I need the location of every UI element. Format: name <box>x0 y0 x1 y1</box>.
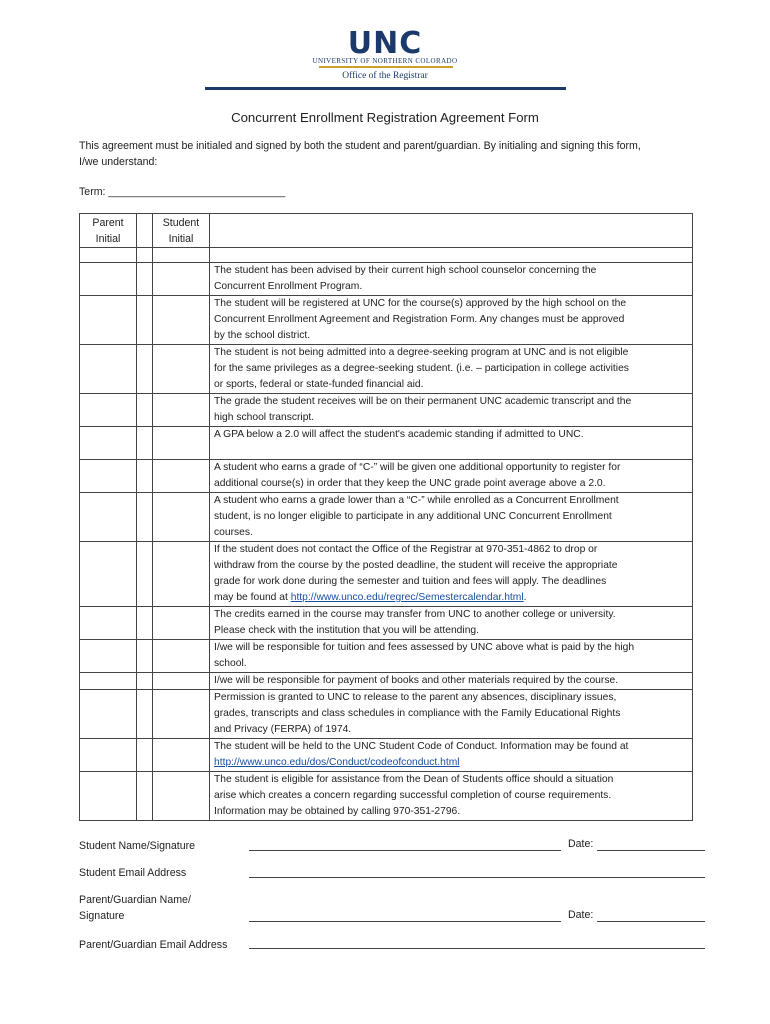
parent-signature-line[interactable] <box>249 921 561 922</box>
spacer-cell <box>137 345 153 394</box>
student-initial-cell[interactable] <box>153 394 210 427</box>
statement-line: Please check with the institution that you will be attending. <box>214 625 480 636</box>
statement-line: and Privacy (FERPA) of 1974. <box>214 724 352 735</box>
statement-line: high school transcript. <box>214 412 315 423</box>
student-initial-cell[interactable] <box>153 690 210 739</box>
student-initial-cell[interactable] <box>153 427 210 460</box>
student-name-label: Student Name/Signature <box>79 840 196 852</box>
statement-line: grades, transcripts and class schedules in compliance with the Family Educational Rights <box>214 708 621 719</box>
agreement-row <box>80 673 693 690</box>
parent-initial-cell[interactable] <box>80 542 137 607</box>
parent-initial-cell[interactable] <box>80 772 137 821</box>
student-signature-line[interactable] <box>249 850 561 851</box>
unc-logo: UNC <box>347 26 423 61</box>
statement-cell <box>210 542 693 607</box>
university-name: UNIVERSITY OF NORTHERN COLORADO <box>312 57 458 65</box>
agreement-row <box>80 263 693 296</box>
statement-cell <box>210 493 693 542</box>
statement-line: Concurrent Enrollment Program. <box>214 281 363 292</box>
agreement-row <box>80 427 693 460</box>
statement-line: for the same privileges as a degree-seeking student. (i.e. – participation in college activities <box>214 363 629 374</box>
spacer-cell <box>137 427 153 460</box>
spacer-header <box>137 214 153 248</box>
student-date-label: Date: <box>568 838 594 850</box>
statement-line: student, is no longer eligible to participate in any additional UNC Concurrent Enrollment <box>214 511 612 522</box>
agreement-row <box>80 296 693 345</box>
student-initial-cell[interactable] <box>153 607 210 640</box>
student-initial-cell[interactable] <box>153 739 210 772</box>
student-initial-cell[interactable] <box>153 673 210 690</box>
spacer-cell <box>137 493 153 542</box>
student-initial-header <box>153 214 210 248</box>
statement-cell <box>210 248 693 263</box>
term-field[interactable]: Term: ______________________________ <box>79 186 286 198</box>
statement-link[interactable]: http://www.unco.edu/regrec/Semestercalendar.html <box>290 592 524 603</box>
parent-name-label <box>79 892 191 924</box>
statement-line: The student will be held to the UNC Student Code of Conduct. Information may be found at <box>214 741 629 752</box>
parent-email-line[interactable] <box>249 948 705 949</box>
statement-header <box>210 214 693 248</box>
intro-line: I/we understand: <box>79 156 158 168</box>
spacer-cell <box>137 772 153 821</box>
agreement-row <box>80 248 693 263</box>
statement-cell <box>210 394 693 427</box>
statement-cell <box>210 607 693 640</box>
parent-initial-header <box>80 214 137 248</box>
statement-cell <box>210 460 693 493</box>
office-name: Office of the Registrar <box>342 71 428 81</box>
agreement-row <box>80 739 693 772</box>
statement-cell <box>210 739 693 772</box>
statement-line: The student is eligible for assistance from the Dean of Students office should a situation <box>214 774 614 785</box>
student-initial-cell[interactable] <box>153 248 210 263</box>
parent-header-line: Initial <box>95 232 121 245</box>
statement-line: grade for work done during the semester and tuition and fees will apply. The deadlines <box>214 576 607 587</box>
spacer-cell <box>137 542 153 607</box>
statement-line: The grade the student receives will be on their permanent UNC academic transcript and the <box>214 396 632 407</box>
agreement-table <box>79 213 693 821</box>
statement-line <box>214 755 689 771</box>
spacer-cell <box>137 607 153 640</box>
parent-name-label-line: Signature <box>79 910 125 922</box>
spacer-cell <box>137 739 153 772</box>
statement-line <box>214 590 689 606</box>
agreement-rows <box>80 248 693 821</box>
student-initial-cell[interactable] <box>153 640 210 673</box>
header-rule <box>205 87 566 90</box>
statement-line: A student who earns a grade of “C-” will be given one additional opportunity to register for <box>214 462 621 473</box>
statement-line <box>214 443 689 459</box>
parent-date-label: Date: <box>568 909 594 921</box>
agreement-row <box>80 690 693 739</box>
statement-line: Concurrent Enrollment Agreement and Registration Form. Any changes must be approved <box>214 314 625 325</box>
parent-header-line: Parent <box>92 216 124 229</box>
parent-date-line[interactable] <box>597 921 705 922</box>
agreement-row <box>80 542 693 607</box>
statement-cell <box>210 772 693 821</box>
agreement-row <box>80 345 693 394</box>
link-suffix: . <box>523 592 527 603</box>
parent-initial-cell[interactable] <box>80 263 137 296</box>
table-header-row <box>80 214 693 248</box>
intro-text <box>79 138 705 170</box>
parent-email-label: Parent/Guardian Email Address <box>79 939 228 951</box>
student-initial-cell[interactable] <box>153 296 210 345</box>
statement-line: The student is not being admitted into a degree-seeking program at UNC and is not eligible <box>214 347 629 358</box>
agreement-row <box>80 640 693 673</box>
statement-line: Permission is granted to UNC to release to the parent any absences, disciplinary issues, <box>214 692 617 703</box>
spacer-cell <box>137 460 153 493</box>
statement-cell <box>210 690 693 739</box>
parent-initial-cell[interactable] <box>80 607 137 640</box>
page-title: Concurrent Enrollment Registration Agreement Form <box>231 110 539 125</box>
spacer-cell <box>137 248 153 263</box>
spacer-cell <box>137 394 153 427</box>
spacer-cell <box>137 690 153 739</box>
parent-initial-cell[interactable] <box>80 460 137 493</box>
parent-initial-cell[interactable] <box>80 690 137 739</box>
parent-initial-cell[interactable] <box>80 345 137 394</box>
agreement-row <box>80 394 693 427</box>
spacer-cell <box>137 296 153 345</box>
parent-initial-cell[interactable] <box>80 427 137 460</box>
parent-name-label-line: Parent/Guardian Name/ <box>79 894 191 906</box>
student-header-line: Initial <box>168 232 194 245</box>
statement-line: A student who earns a grade lower than a “C-” while enrolled as a Concurrent Enrollment <box>214 495 619 506</box>
intro-line: This agreement must be initialed and signed by both the student and parent/guardian. By initialing and signing this form, <box>79 140 641 152</box>
statement-line: by the school district. <box>214 330 311 341</box>
statement-line: arise which creates a concern regarding successful completion of course requirements. <box>214 790 612 801</box>
statement-line: school. <box>214 658 247 669</box>
student-initial-cell[interactable] <box>153 263 210 296</box>
agreement-row <box>80 772 693 821</box>
spacer-cell <box>137 640 153 673</box>
agreement-row <box>80 607 693 640</box>
agreement-row <box>80 493 693 542</box>
agreement-row <box>80 460 693 493</box>
parent-initial-cell[interactable] <box>80 739 137 772</box>
statement-line: withdraw from the course by the posted deadline, the student will receive the appropriate <box>214 560 618 571</box>
statement-cell <box>210 427 693 460</box>
statement-cell <box>210 673 693 690</box>
statement-line: If the student does not contact the Office of the Registrar at 970-351-4862 to drop or <box>214 544 598 555</box>
student-initial-cell[interactable] <box>153 460 210 493</box>
student-initial-cell[interactable] <box>153 345 210 394</box>
student-email-label: Student Email Address <box>79 867 187 879</box>
parent-initial-cell[interactable] <box>80 673 137 690</box>
statement-line: The student will be registered at UNC for the course(s) approved by the high school on the <box>214 298 627 309</box>
student-header-line: Student <box>162 216 200 229</box>
spacer-cell <box>137 263 153 296</box>
link-prefix: may be found at <box>214 592 291 603</box>
student-email-line[interactable] <box>249 877 705 878</box>
student-initial-cell[interactable] <box>153 493 210 542</box>
statement-link[interactable]: http://www.unco.edu/dos/Conduct/codeofconduct.html <box>214 757 460 768</box>
statement-line: I/we will be responsible for payment of books and other materials required by the course. <box>214 675 619 686</box>
statement-line: courses. <box>214 527 253 538</box>
statement-line: or sports, federal or state-funded financial aid. <box>214 379 424 390</box>
parent-initial-cell[interactable] <box>80 248 137 263</box>
statement-line: additional course(s) in order that they keep the UNC grade point average above a 2.0. <box>214 478 606 489</box>
statement-cell <box>210 345 693 394</box>
spacer-cell <box>137 673 153 690</box>
logo-divider <box>319 66 453 68</box>
student-date-line[interactable] <box>597 850 705 851</box>
parent-initial-cell[interactable] <box>80 394 137 427</box>
statement-cell <box>210 263 693 296</box>
statement-cell <box>210 296 693 345</box>
statement-cell <box>210 640 693 673</box>
statement-line: The credits earned in the course may transfer from UNC to another college or university. <box>214 609 616 620</box>
student-initial-cell[interactable] <box>153 542 210 607</box>
statement-line: Information may be obtained by calling 970-351-2796. <box>214 806 461 817</box>
statement-line: The student has been advised by their current high school counselor concerning the <box>214 265 597 276</box>
student-initial-cell[interactable] <box>153 772 210 821</box>
statement-line: A GPA below a 2.0 will affect the student's academic standing if admitted to UNC. <box>214 429 584 440</box>
statement-line: I/we will be responsible for tuition and fees assessed by UNC above what is paid by the high <box>214 642 635 653</box>
parent-initial-cell[interactable] <box>80 640 137 673</box>
parent-initial-cell[interactable] <box>80 296 137 345</box>
parent-initial-cell[interactable] <box>80 493 137 542</box>
